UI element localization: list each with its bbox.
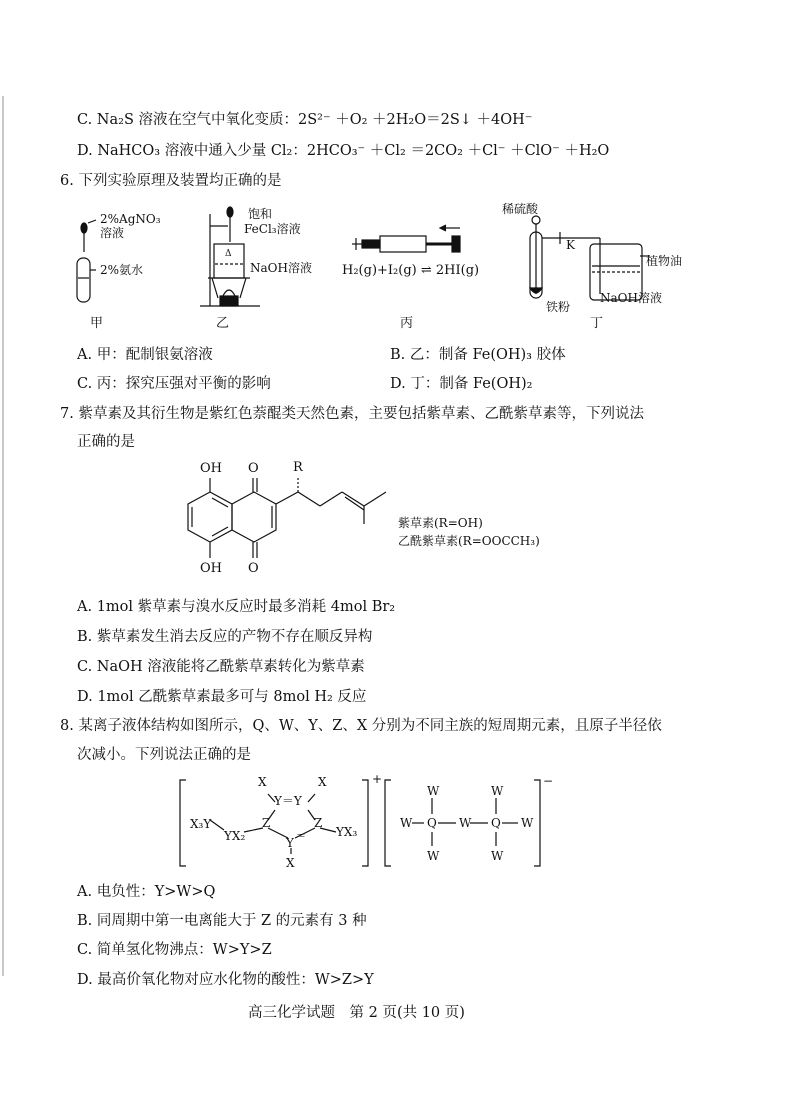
anion-w-5: W	[521, 816, 534, 830]
q7-option-d: D. 1mol 乙酰紫草素最多可与 8mol H₂ 反应	[77, 689, 367, 705]
ding-apparatus	[530, 216, 650, 300]
anion-w-3: W	[400, 816, 413, 830]
q6-stem: 6. 下列实验原理及装置均正确的是	[60, 173, 282, 189]
cation-yx2: YX₂	[224, 829, 246, 843]
anion-q-1: Q	[427, 816, 437, 830]
cation-x-right: X	[318, 775, 327, 789]
q7-option-a: A. 1mol 紫草素与溴水反应时最多消耗 4mol Br₂	[77, 599, 396, 615]
anion-w-7: W	[491, 849, 504, 863]
cation-x-bottom: X	[286, 856, 295, 870]
page-footer: 高三化学试题 第 2 页(共 10 页)	[248, 1005, 465, 1021]
jia-apparatus	[77, 220, 96, 302]
anion-w-4: W	[459, 816, 472, 830]
yi-label-naoh: NaOH溶液	[250, 261, 312, 275]
ding-label-oil: 植物油	[646, 254, 683, 268]
caption-yi: 乙	[216, 316, 230, 331]
q5-option-d: D. NaHCO₃ 溶液中通入少量 Cl₂：2HCO₃⁻ ＋Cl₂ ＝2CO₂ ＋Cl⁻ ＋ClO⁻ ＋H₂O	[77, 143, 610, 159]
q7-stem-line1: 7. 紫草素及其衍生物是紫红色萘醌类天然色素，主要包括紫草素、乙酰紫草素等，下列说法	[60, 406, 644, 422]
shikonin-structure	[170, 458, 560, 588]
q8-option-c: C. 简单氢化物沸点：W>Y>Z	[77, 942, 272, 958]
struct-r: R	[293, 460, 303, 475]
q8-option-a: A. 电负性：Y>W>Q	[77, 884, 216, 900]
struct-o-top: O	[248, 461, 259, 476]
struct-o-bottom: O	[248, 561, 259, 576]
yi-label-fecl3: FeCl₃溶液	[244, 222, 301, 236]
cation-z-right: Z	[314, 816, 323, 830]
ding-label-acid: 稀硫酸	[502, 202, 539, 216]
caption-jia: 甲	[90, 316, 104, 331]
q6-option-d: D. 丁：制备 Fe(OH)₂	[390, 376, 533, 392]
jia-label-agno3: 2%AgNO₃	[100, 212, 161, 226]
q8-option-b: B. 同周期中第一电离能大于 Z 的元素有 3 种	[77, 913, 367, 929]
cation-charge: +	[372, 772, 383, 786]
struct-oh-top: OH	[200, 461, 222, 476]
anion-w-2: W	[491, 784, 504, 798]
q7-structure-figure	[170, 458, 560, 588]
q6-option-a: A. 甲：配制银氨溶液	[77, 347, 213, 363]
cation-y-eq-y: Y＝Y	[274, 794, 302, 808]
caption-ding: 丁	[590, 316, 604, 331]
cation-y-bottom: Y	[286, 836, 294, 850]
struct-legend-shikonin: 紫草素(R=OH)	[398, 516, 483, 530]
q5-option-c: C. Na₂S 溶液在空气中氧化变质：2S²⁻ ＋O₂ ＋2H₂O＝2S↓ ＋4OH⁻	[77, 112, 533, 128]
page-edge-rule	[2, 96, 4, 976]
struct-legend-acetylshikonin: 乙酰紫草素(R=OOCCH₃)	[398, 534, 540, 548]
q7-option-b: B. 紫草素发生消去反应的产物不存在顺反异构	[77, 629, 373, 645]
ding-label-iron: 铁粉	[546, 300, 571, 314]
q8-option-d: D. 最高价氧化物对应水化物的酸性：W>Z>Y	[77, 972, 374, 988]
caption-bing: 丙	[400, 316, 414, 331]
q6-option-c: C. 丙：探究压强对平衡的影响	[77, 376, 271, 392]
struct-oh-bottom: OH	[200, 561, 222, 576]
q8-ion-structure	[178, 772, 558, 872]
q8-stem-line2: 次减小。下列说法正确的是	[77, 747, 251, 763]
cation-double-bond: ＝	[296, 831, 306, 842]
ding-label-naoh: NaOH溶液	[600, 291, 662, 305]
anion-q-2: Q	[491, 816, 501, 830]
anion-charge: −	[543, 774, 554, 788]
q7-stem-line2: 正确的是	[77, 434, 135, 450]
cation-x-left: X	[258, 775, 267, 789]
anion-w-1: W	[427, 784, 440, 798]
ding-label-k: K	[566, 238, 575, 252]
yi-label-saturated: 饱和	[248, 207, 273, 221]
q6-option-b: B. 乙：制备 Fe(OH)₃ 胶体	[390, 347, 566, 363]
q7-option-c: C. NaOH 溶液能将乙酰紫草素转化为紫草素	[77, 659, 365, 675]
bing-apparatus	[352, 225, 460, 252]
jia-label-solution: 溶液	[100, 226, 125, 240]
anion-w-6: W	[427, 849, 440, 863]
bing-equation: H₂(g)+I₂(g) ⇌ 2HI(g)	[342, 263, 480, 278]
svg-text:Δ: Δ	[225, 249, 232, 259]
cation-z-left: Z	[262, 816, 271, 830]
jia-label-ammonia: 2%氨水	[100, 263, 144, 277]
cation-x3y: X₃Y	[190, 817, 212, 831]
cation-yx3: YX₃	[336, 825, 358, 839]
q6-apparatus-figure	[60, 198, 740, 338]
q8-stem-line1: 8. 某离子液体结构如图所示，Q、W、Y、Z、X 分别为不同主族的短周期元素，且原子半径依	[60, 718, 662, 734]
